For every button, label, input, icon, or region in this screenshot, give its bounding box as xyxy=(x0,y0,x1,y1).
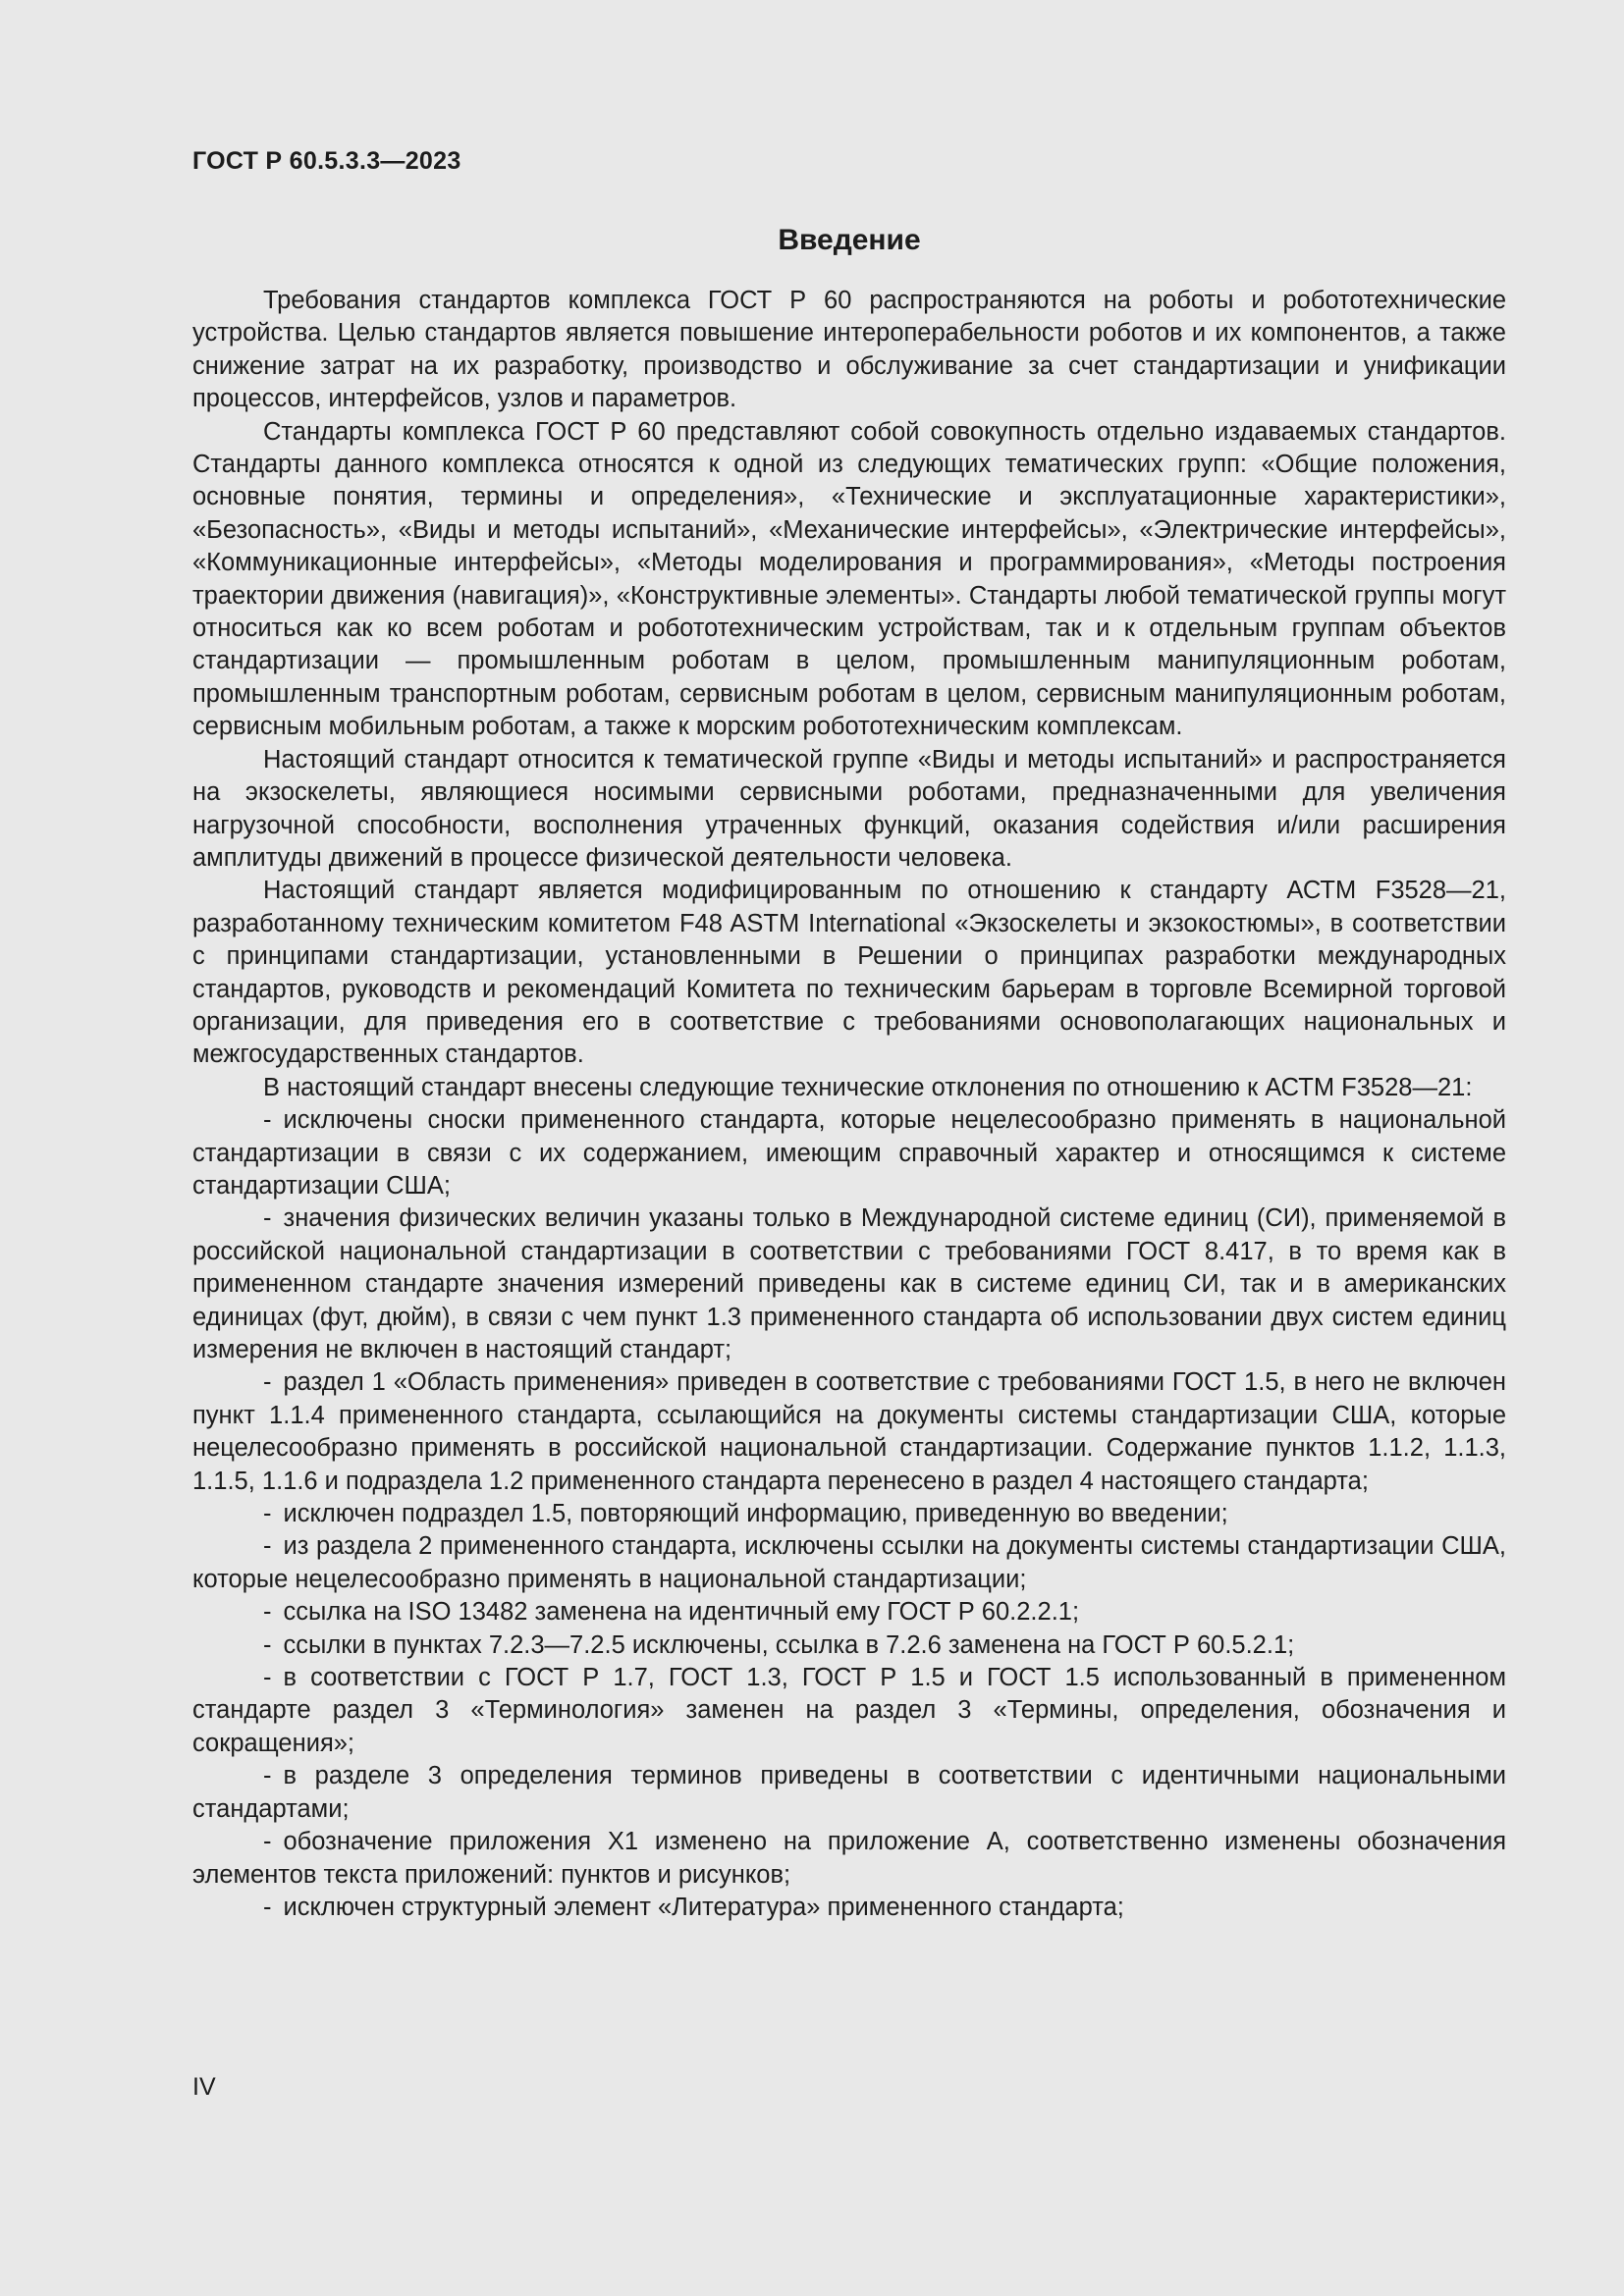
list-item-text: исключен структурный элемент «Литература» примененного стандарта; xyxy=(283,1893,1124,1921)
document-id: ГОСТ Р 60.5.3.3—2023 xyxy=(192,147,461,175)
list-item-text: обозначение приложения Х1 изменено на приложение А, соответственно изменены обозначения элементов текста приложений: пунктов и рисунков; xyxy=(192,1828,1506,1889)
list-item xyxy=(192,1366,1506,1498)
list-item-text: исключены сноски примененного стандарта, которые нецелесообразно применять в национальной стандартизации в связи с их содержанием, имеющим справочный характер и относящимся к системе стандартизации США; xyxy=(192,1106,1506,1200)
paragraph: В настоящий стандарт внесены следующие технические отклонения по отношению к АСТМ F3528—21: xyxy=(263,1073,1473,1101)
dash-marker: - xyxy=(263,1630,272,1659)
list-item-text: ссылка на ISO 13482 заменена на идентичный ему ГОСТ Р 60.2.2.1; xyxy=(283,1598,1080,1627)
list-item xyxy=(192,1760,1506,1826)
paragraph: Настоящий стандарт является модифицированным по отношению к стандарту АСТМ F3528—21, разработанному техническим комитетом F48 ASTM International «Экзоскелеты и экзокостюмы», в соответствии с принципами стандартизации, установленными в Решении о принципах разработки международных стандартов, руководств и рекомендаций Комитета по техническим барьерам в торговле Всемирной торговой организации, для приведения его в соответствие с требованиями основополагающих национальных и межгосударственных стандартов. xyxy=(192,877,1506,1069)
dash-marker: - xyxy=(263,1762,272,1790)
list-item xyxy=(192,1629,1506,1662)
document-body xyxy=(192,285,1506,1924)
dash-marker: - xyxy=(263,1500,272,1528)
list-item-text: значения физических величин указаны только в Международной системе единиц (СИ), применяемой в российской национальной стандартизации в соответствии с требованиями ГОСТ 8.417, в то время как в примененном стандарте значения измерений приведены как в системе единиц СИ, так и в американских единицах (фут, дюйм), в связи с чем пункт 1.3 примененного стандарта об использовании двух систем единиц измерения не включен в настоящий стандарт; xyxy=(192,1204,1506,1363)
paragraph: Стандарты комплекса ГОСТ Р 60 представляют собой совокупность отдельно издаваемых стандартов. Стандарты данного комплекса относятся к одной из следующих тематических групп: «Общие положения, основные понятия, термины и определения», «Технические и эксплуатационные характеристики», «Безопасность», «Виды и методы испытаний», «Механические интерфейсы», «Электрические интерфейсы», «Коммуникационные интерфейсы», «Методы моделирования и программирования», «Методы построения траектории движения (навигация)», «Конструктивные элементы». Стандарты любой тематической группы могут относиться как ко всем роботам и робототехническим устройствам, так и к отдельным группам объектов стандартизации — промышленным роботам в целом, промышленным манипуляционным роботам, промышленным транспортным роботам, сервисным роботам в целом, сервисным манипуляционным роботам, сервисным мобильным роботам, а также к морским робототехническим комплексам. xyxy=(192,417,1506,741)
list-item xyxy=(192,1202,1506,1366)
list-item xyxy=(192,1498,1506,1530)
list-item xyxy=(192,1104,1506,1202)
page-number: IV xyxy=(192,2073,216,2101)
section-title: Введение xyxy=(778,224,921,256)
list-item-text: в разделе 3 определения терминов приведены в соответствии с идентичными национальными стандартами; xyxy=(192,1762,1506,1823)
list-item xyxy=(192,1596,1506,1629)
list-item-text: из раздела 2 примененного стандарта, исключены ссылки на документы системы стандартизации США, которые нецелесообразно применять в национальной стандартизации; xyxy=(192,1532,1506,1593)
dash-marker: - xyxy=(263,1532,272,1561)
dash-marker: - xyxy=(263,1893,272,1921)
paragraph: Настоящий стандарт относится к тематической группе «Виды и методы испытаний» и распространяется на экзоскелеты, являющиеся носимыми сервисными роботами, предназначенными для увеличения нагрузочной способности, восполнения утраченных функций, оказания содействия и/или расширения амплитуды движений в процессе физической деятельности человека. xyxy=(192,745,1506,872)
dash-marker: - xyxy=(263,1598,272,1627)
list-item-text: в соответствии с ГОСТ Р 1.7, ГОСТ 1.3, ГОСТ Р 1.5 и ГОСТ 1.5 использованный в примененном стандарте раздел 3 «Терминология» заменен на раздел 3 «Термины, определения, обозначения и сокращения»; xyxy=(192,1664,1506,1757)
dash-marker: - xyxy=(263,1664,272,1692)
list-item xyxy=(192,1892,1506,1924)
list-item-text: раздел 1 «Область применения» приведен в соответствие с требованиями ГОСТ 1.5, в него не включен пункт 1.1.4 примененного стандарта, ссылающийся на документы системы стандартизации США, которые нецелесообразно применять в российской национальной стандартизации. Содержание пунктов 1.1.2, 1.1.3, 1.1.5, 1.1.6 и подраздела 1.2 примененного стандарта перенесено в раздел 4 настоящего стандарта; xyxy=(192,1368,1506,1495)
list-item xyxy=(192,1826,1506,1892)
dash-marker: - xyxy=(263,1204,272,1233)
dash-marker: - xyxy=(263,1106,272,1135)
list-item-text: исключен подраздел 1.5, повторяющий информацию, приведенную во введении; xyxy=(283,1500,1228,1528)
paragraph: Требования стандартов комплекса ГОСТ Р 60 распространяются на роботы и робототехнические устройства. Целью стандартов является повышение интероперабельности роботов и их компонентов, а также снижение затрат на их разработку, производство и обслуживание за счет стандартизации и унификации процессов, интерфейсов, узлов и параметров. xyxy=(192,287,1506,413)
list-item xyxy=(192,1662,1506,1760)
dash-marker: - xyxy=(263,1828,272,1856)
dash-marker: - xyxy=(263,1368,272,1397)
list-item xyxy=(192,1530,1506,1596)
list-item-text: ссылки в пунктах 7.2.3—7.2.5 исключены, ссылка в 7.2.6 заменена на ГОСТ Р 60.5.2.1; xyxy=(283,1630,1295,1659)
